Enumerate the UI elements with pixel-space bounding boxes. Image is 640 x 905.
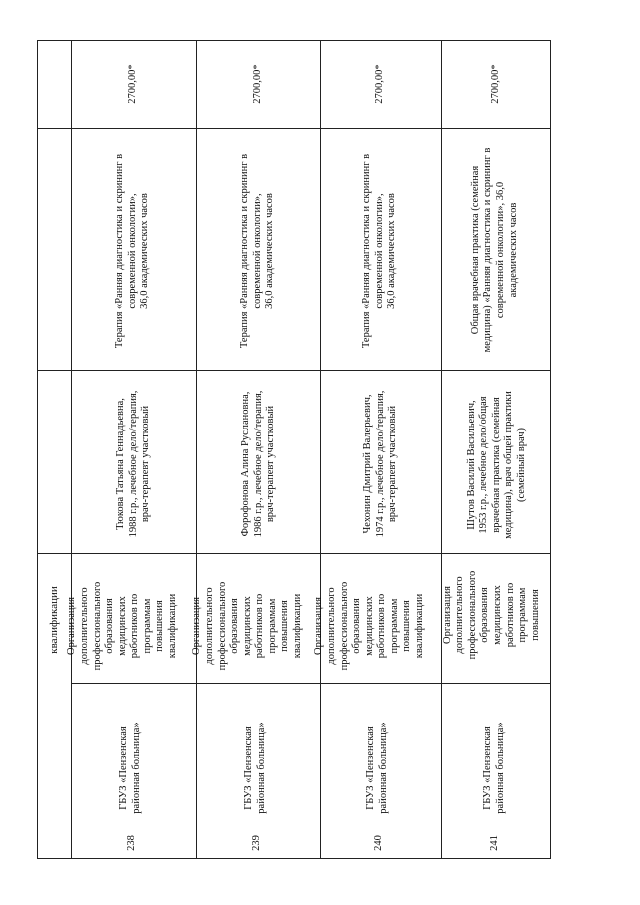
row-240-number: [369, 825, 389, 861]
program-line: Организация: [66, 597, 78, 655]
course-line: современной онкологии»,: [251, 193, 263, 309]
person-line: медицина), врач общей практики: [503, 391, 515, 539]
program-line: программам: [388, 598, 400, 654]
row-241-person: [463, 380, 531, 550]
course-line: современной онкологии»,: [373, 193, 385, 309]
header-program-tail: [43, 573, 67, 667]
row-241-course: [467, 144, 523, 356]
course-line: Терапия «Ранняя диагностика и скрининг в: [114, 153, 126, 349]
row-239-person: [238, 379, 280, 549]
program-line: дополнительного: [203, 587, 215, 665]
row-238-program: [66, 563, 180, 689]
program-line: квалификации: [414, 593, 426, 659]
person-line: врач-терапевт участковый: [265, 405, 277, 523]
course-line: 36,0 академических часов: [386, 193, 398, 309]
org-line: ГБУЗ «Пензенская: [365, 726, 377, 810]
program-line: повышения: [154, 600, 166, 652]
program-line: медицинских: [241, 596, 253, 656]
person-line: врач-терапевт участковый: [140, 405, 152, 523]
row-238-person: [113, 379, 155, 549]
course-line: современной онкологии», 36,0: [495, 181, 506, 319]
program-line: профессионального: [466, 570, 478, 660]
course-line: Терапия «Ранняя диагностика и скрининг в: [239, 153, 251, 349]
person-line: 1986 г.р., лечебное дело/терапия,: [252, 390, 264, 538]
org-line: районная больница»: [256, 722, 267, 814]
row-239-course: [237, 145, 279, 357]
program-line: работников по: [129, 593, 141, 659]
person-line: 1953 г.р., лечебное дело/общая: [478, 396, 490, 534]
column-separator: [37, 128, 551, 129]
row-separator: [71, 40, 72, 859]
program-line: образования: [229, 598, 241, 654]
row-separator: [441, 40, 442, 859]
program-line: дополнительного: [325, 587, 337, 665]
program-line: профессионального: [216, 581, 228, 671]
org-line: ГБУЗ «Пензенская: [482, 726, 494, 810]
row-239-price: [248, 27, 268, 141]
row-241-org: [480, 708, 510, 828]
person-line: 1974 г.р., лечебное дело/терапия,: [374, 390, 386, 538]
program-line: работников по: [254, 593, 266, 659]
table-border-right: [550, 40, 551, 859]
program-line: Организация: [191, 597, 203, 655]
course-line: 36,0 академических часов: [264, 193, 276, 309]
person-line: 1988 г.р., лечебное дело/терапия,: [127, 390, 139, 538]
program-line: Организация: [441, 586, 453, 644]
row-239-number: [247, 825, 267, 861]
table-border-bottom: [37, 858, 551, 859]
org-line: районная больница»: [131, 722, 142, 814]
org-line: ГБУЗ «Пензенская: [118, 726, 130, 810]
program-line: профессионального: [91, 581, 103, 671]
org-line: ГБУЗ «Пензенская: [243, 726, 255, 810]
person-line: Шутов Василий Васильевич,: [465, 400, 477, 530]
row-238-number: [122, 825, 142, 861]
row-239-org: [241, 708, 271, 828]
program-line: Организация: [313, 597, 325, 655]
program-line: образования: [104, 598, 116, 654]
program-line: работников по: [376, 593, 388, 659]
program-line: образования: [479, 587, 491, 643]
course-line: академических часов: [507, 202, 519, 298]
person-line: врачебная практика (семейная: [490, 397, 502, 533]
row-238-org: [116, 708, 146, 828]
program-line: повышения: [279, 600, 291, 652]
row-240-program: [313, 563, 427, 689]
program-line: повышения: [401, 600, 413, 652]
row-240-org: [363, 708, 393, 828]
person-line: Тюкова Татьяна Геннадьевна,: [115, 398, 127, 530]
org-line: районная больница»: [495, 722, 506, 814]
program-line: профессионального: [338, 581, 350, 671]
row-number: 241: [488, 835, 500, 851]
program-line: дополнительного: [454, 576, 466, 654]
program-line: медицинских: [363, 596, 375, 656]
person-line: Форофонова Алина Руслановна,: [240, 391, 252, 537]
person-line: Чехонин Дмитрий Валерьевич,: [362, 394, 374, 534]
person-line: (семейный врач): [515, 428, 527, 503]
program-line: работников по: [504, 582, 516, 648]
person-line: врач-терапевт участковый: [387, 405, 399, 523]
row-238-price: [123, 27, 143, 141]
row-241-program: [441, 552, 543, 678]
course-line: Общая врачебная практика (семейная: [469, 165, 481, 335]
row-number: 238: [125, 835, 137, 851]
program-line: повышения: [529, 589, 541, 641]
table-border-top: [37, 40, 551, 41]
row-238-course: [112, 145, 154, 357]
course-line: Терапия «Ранняя диагностика и скрининг в: [361, 153, 373, 349]
price-text: 2700,00*: [251, 64, 263, 104]
price-text: 2700,00*: [489, 64, 501, 104]
course-line: 36,0 академических часов: [139, 193, 151, 309]
table-border-left: [37, 40, 38, 859]
header-program-tail-text: квалификации: [48, 586, 61, 654]
program-line: образования: [351, 598, 363, 654]
row-241-number: [485, 825, 505, 861]
course-line: современной онкологии»,: [126, 193, 138, 309]
org-line: районная больница»: [378, 722, 389, 814]
row-number: 240: [372, 835, 384, 851]
row-240-person: [360, 379, 402, 549]
program-line: программам: [266, 598, 278, 654]
row-separator: [320, 40, 321, 859]
course-line: медицина) «Ранняя диагностика и скрининг в: [482, 147, 494, 353]
program-line: квалификации: [292, 593, 304, 659]
program-line: медицинских: [492, 585, 503, 645]
price-text: 2700,00*: [126, 64, 138, 104]
program-line: дополнительного: [78, 587, 90, 665]
program-line: программам: [141, 598, 153, 654]
program-line: медицинских: [116, 596, 128, 656]
program-line: программам: [517, 587, 529, 643]
row-number: 239: [250, 835, 262, 851]
row-241-price: [486, 27, 506, 141]
row-separator: [196, 40, 197, 859]
row-239-program: [191, 563, 305, 689]
row-240-price: [370, 27, 390, 141]
price-text: 2700,00*: [373, 64, 385, 104]
row-240-course: [359, 145, 401, 357]
program-line: квалификации: [167, 593, 179, 659]
column-separator: [37, 370, 551, 371]
